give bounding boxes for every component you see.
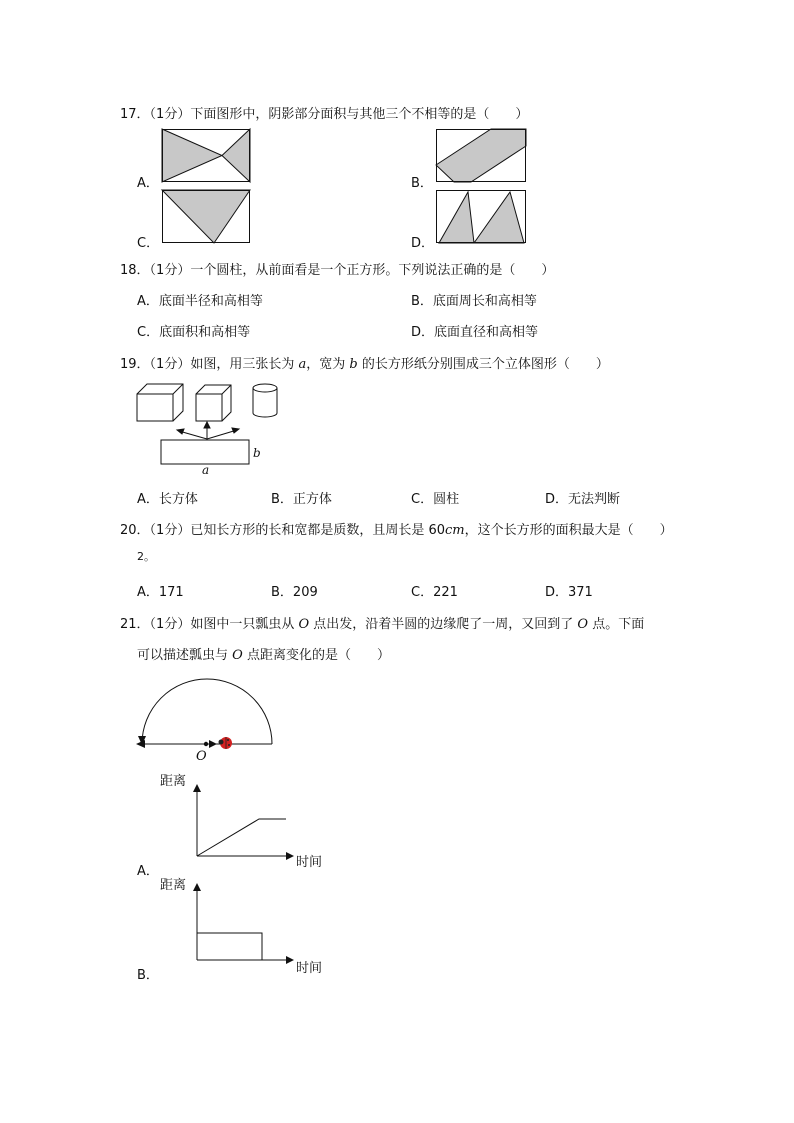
q18-option-a[interactable]: A．底面半径和高相等 bbox=[137, 294, 263, 309]
q17-figure-c bbox=[162, 190, 250, 243]
q21-semicircle-figure bbox=[135, 674, 280, 764]
q21-stem-line1: 21．（1分）如图中一只瓢虫从 O 点出发，沿着半圆的边缘爬了一周，又回到了 O 点。下面 bbox=[120, 617, 645, 632]
q20-unit: cm bbox=[445, 523, 465, 538]
q18-option-b[interactable]: B．底面周长和高相等 bbox=[411, 294, 537, 309]
q18-option-c[interactable]: C．底面积和高相等 bbox=[137, 325, 251, 340]
q17-figure-d bbox=[436, 190, 526, 243]
graph-b-line bbox=[197, 933, 262, 960]
q20-option-a[interactable]: A．171 bbox=[137, 585, 184, 600]
q19-var-b: b bbox=[349, 357, 358, 372]
q19-option-d[interactable]: D．无法判断 bbox=[545, 492, 621, 507]
q19-option-b[interactable]: B．正方体 bbox=[271, 492, 332, 507]
arrows bbox=[177, 422, 239, 439]
graph-a-xlabel: 时间 bbox=[296, 855, 323, 870]
ladybug-icon bbox=[219, 737, 233, 749]
q18-stem: 18．（1分）一个圆柱，从前面看是一个正方形。下列说法正确的是（ ） bbox=[120, 263, 555, 278]
q19-stem: 19．（1分）如图，用三张长为 a，宽为 b 的长方形纸分别围成三个立体图形（ ） bbox=[120, 357, 609, 372]
q19-figure bbox=[135, 382, 295, 477]
q19-option-c[interactable]: C．圆柱 bbox=[411, 492, 460, 507]
q17-option-c-label[interactable]: C． bbox=[137, 236, 160, 251]
q20-option-d[interactable]: D．371 bbox=[545, 585, 593, 600]
q20-stem-line2: 2。 bbox=[137, 550, 155, 563]
q20-stem: 20．（1分）已知长方形的长和宽都是质数，且周长是 60cm，这个长方形的面积最大是（ ） bbox=[120, 523, 673, 538]
q21-graph-b bbox=[160, 874, 330, 974]
q17-option-a-label[interactable]: A． bbox=[137, 176, 159, 191]
graph-a-ylabel: 距离 bbox=[160, 774, 187, 789]
q21-option-b-label[interactable]: B． bbox=[137, 968, 159, 983]
q17-stem: 17．（1分）下面图形中，阴影部分面积与其他三个不相等的是（ ） bbox=[120, 107, 529, 122]
graph-b-ylabel: 距离 bbox=[160, 878, 187, 893]
q17-figure-a bbox=[162, 129, 250, 182]
q17-option-d-label[interactable]: D． bbox=[411, 236, 435, 251]
q19-var-a: a bbox=[298, 357, 307, 372]
path-arrowhead-right bbox=[209, 740, 217, 748]
graph-a-line bbox=[197, 819, 286, 856]
label-o: O bbox=[196, 749, 207, 764]
graph-b-xlabel: 时间 bbox=[296, 961, 323, 976]
q17-figure-b bbox=[436, 129, 526, 182]
label-b: b bbox=[253, 446, 261, 460]
cube-shape bbox=[196, 385, 231, 421]
q20-option-c[interactable]: C．221 bbox=[411, 585, 458, 600]
q21-graph-a bbox=[160, 772, 330, 872]
point-o bbox=[204, 742, 208, 746]
cuboid-shape bbox=[137, 384, 183, 421]
q20-option-b[interactable]: B．209 bbox=[271, 585, 318, 600]
q18-option-d[interactable]: D．底面直径和高相等 bbox=[411, 325, 539, 340]
q21-stem-line2: 可以描述瓢虫与 O 点距离变化的是（ ） bbox=[137, 648, 390, 663]
q19-option-a[interactable]: A．长方体 bbox=[137, 492, 198, 507]
q21-option-a-label[interactable]: A． bbox=[137, 864, 159, 879]
cylinder-shape bbox=[253, 384, 277, 417]
paper-rectangle bbox=[161, 440, 249, 464]
label-a: a bbox=[202, 463, 210, 477]
q17-option-b-label[interactable]: B． bbox=[411, 176, 433, 191]
